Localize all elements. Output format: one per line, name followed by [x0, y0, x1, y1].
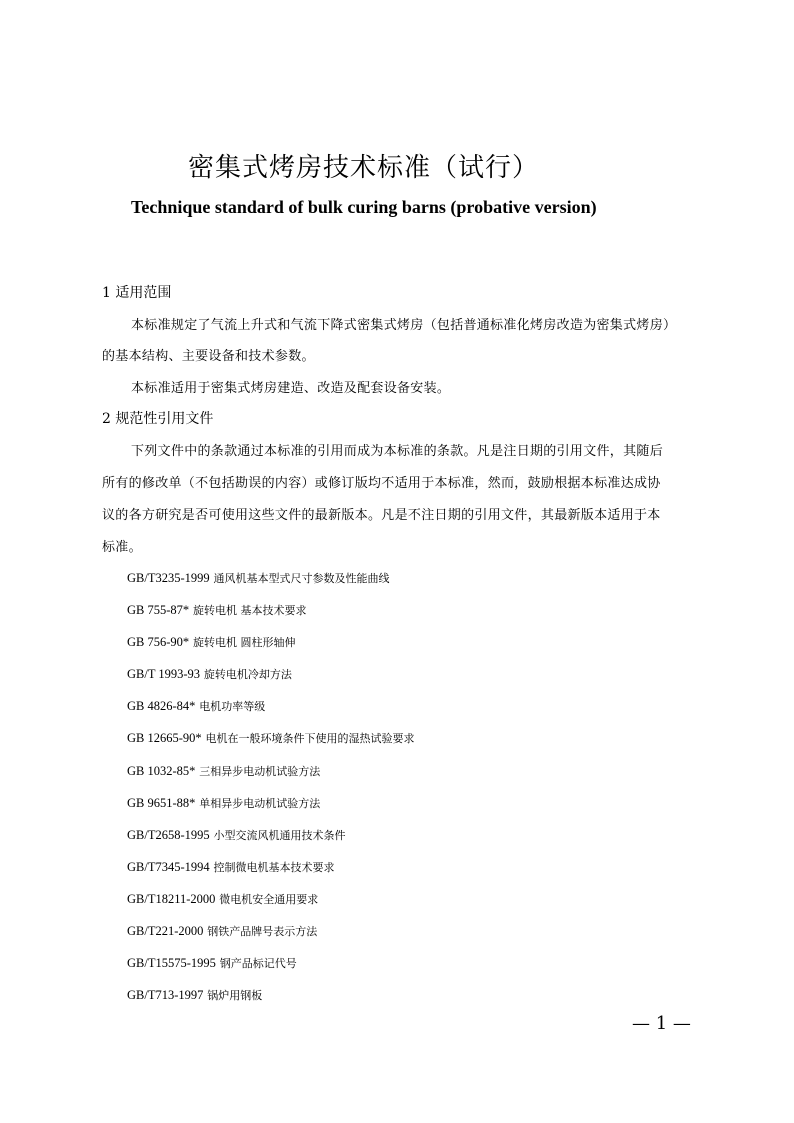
reference-title: 旋转电机冷却方法	[203, 668, 292, 682]
reference-title: 钢铁产品牌号表示方法	[207, 925, 318, 939]
reference-item	[127, 828, 414, 860]
reference-item	[127, 571, 414, 603]
reference-item	[127, 699, 414, 731]
scope-paragraph-line: 本标准规定了气流上升式和气流下降式密集式烤房（包括普通标准化烤房改造为密集式烤房）	[131, 318, 677, 333]
reference-title: 控制微电机基本技术要求	[213, 860, 335, 874]
reference-item	[127, 764, 414, 796]
reference-title: 三相异步电动机试验方法	[199, 764, 321, 778]
reference-title: 旋转电机 圆柱形轴伸	[192, 636, 296, 650]
reference-code: GB 4826-84*	[127, 699, 196, 714]
document-title-chinese: 密集式烤房技术标准（试行）	[188, 153, 540, 183]
reference-code: GB 1032-85*	[127, 763, 196, 778]
reference-code: GB/T221-2000	[127, 924, 204, 939]
references-intro-line: 议的各方研究是否可使用这些文件的最新版本。凡是不注日期的引用文件，其最新版本适用于本	[102, 508, 661, 523]
section-heading-normative-references: 2 规范性引用文件	[102, 411, 214, 427]
reference-item	[127, 731, 414, 763]
reference-code: GB/T3235-1999	[127, 571, 210, 585]
reference-code: GB/T 1993-93	[127, 667, 201, 682]
reference-title: 通风机基本型式尺寸参数及性能曲线	[213, 572, 390, 585]
reference-code: GB 756-90*	[127, 635, 190, 650]
reference-code: GB/T713-1997	[127, 988, 204, 1003]
scope-paragraph-line: 本标准适用于密集式烤房建造、改造及配套设备安装。	[131, 381, 451, 396]
reference-title: 微电机安全通用要求	[219, 892, 319, 906]
reference-title: 电机功率等级	[199, 700, 266, 714]
reference-item	[127, 956, 414, 988]
reference-title: 钢产品标记代号	[219, 957, 297, 971]
document-title-english: Technique standard of bulk curing barns (probative version)	[131, 197, 597, 217]
reference-code: GB/T18211-2000	[127, 891, 216, 906]
reference-code: GB/T2658-1995	[127, 827, 210, 842]
reference-item	[127, 988, 414, 1020]
reference-code: GB/T15575-1995	[127, 956, 216, 971]
reference-item	[127, 892, 414, 924]
references-intro-line: 所有的修改单（不包括勘误的内容）或修订版均不适用于本标准，然而，鼓励根据本标准达成协	[102, 476, 661, 491]
reference-code: GB 755-87*	[127, 603, 190, 618]
references-intro-line: 标准。	[102, 540, 142, 555]
reference-item	[127, 796, 414, 828]
reference-title: 旋转电机 基本技术要求	[192, 604, 307, 618]
reference-item	[127, 603, 414, 635]
reference-list	[127, 571, 414, 1020]
reference-item	[127, 667, 414, 699]
reference-title: 电机在一般环境条件下使用的湿热试验要求	[205, 732, 415, 746]
scope-paragraph-line: 的基本结构、主要设备和技术参数。	[102, 349, 315, 364]
reference-title: 单相异步电动机试验方法	[199, 796, 321, 810]
reference-code: GB 9651-88*	[127, 795, 196, 810]
reference-title: 锅炉用钢板	[207, 989, 263, 1003]
reference-item	[127, 924, 414, 956]
reference-code: GB/T7345-1994	[127, 859, 210, 874]
section-heading-scope: 1 适用范围	[102, 285, 172, 301]
reference-code: GB 12665-90*	[127, 731, 202, 746]
page-number: — 1 —	[632, 1013, 691, 1034]
reference-item	[127, 635, 414, 667]
reference-item	[127, 860, 414, 892]
reference-title: 小型交流风机通用技术条件	[213, 828, 346, 842]
references-intro-line: 下列文件中的条款通过本标准的引用而成为本标准的条款。凡是注日期的引用文件，其随后	[131, 444, 664, 459]
